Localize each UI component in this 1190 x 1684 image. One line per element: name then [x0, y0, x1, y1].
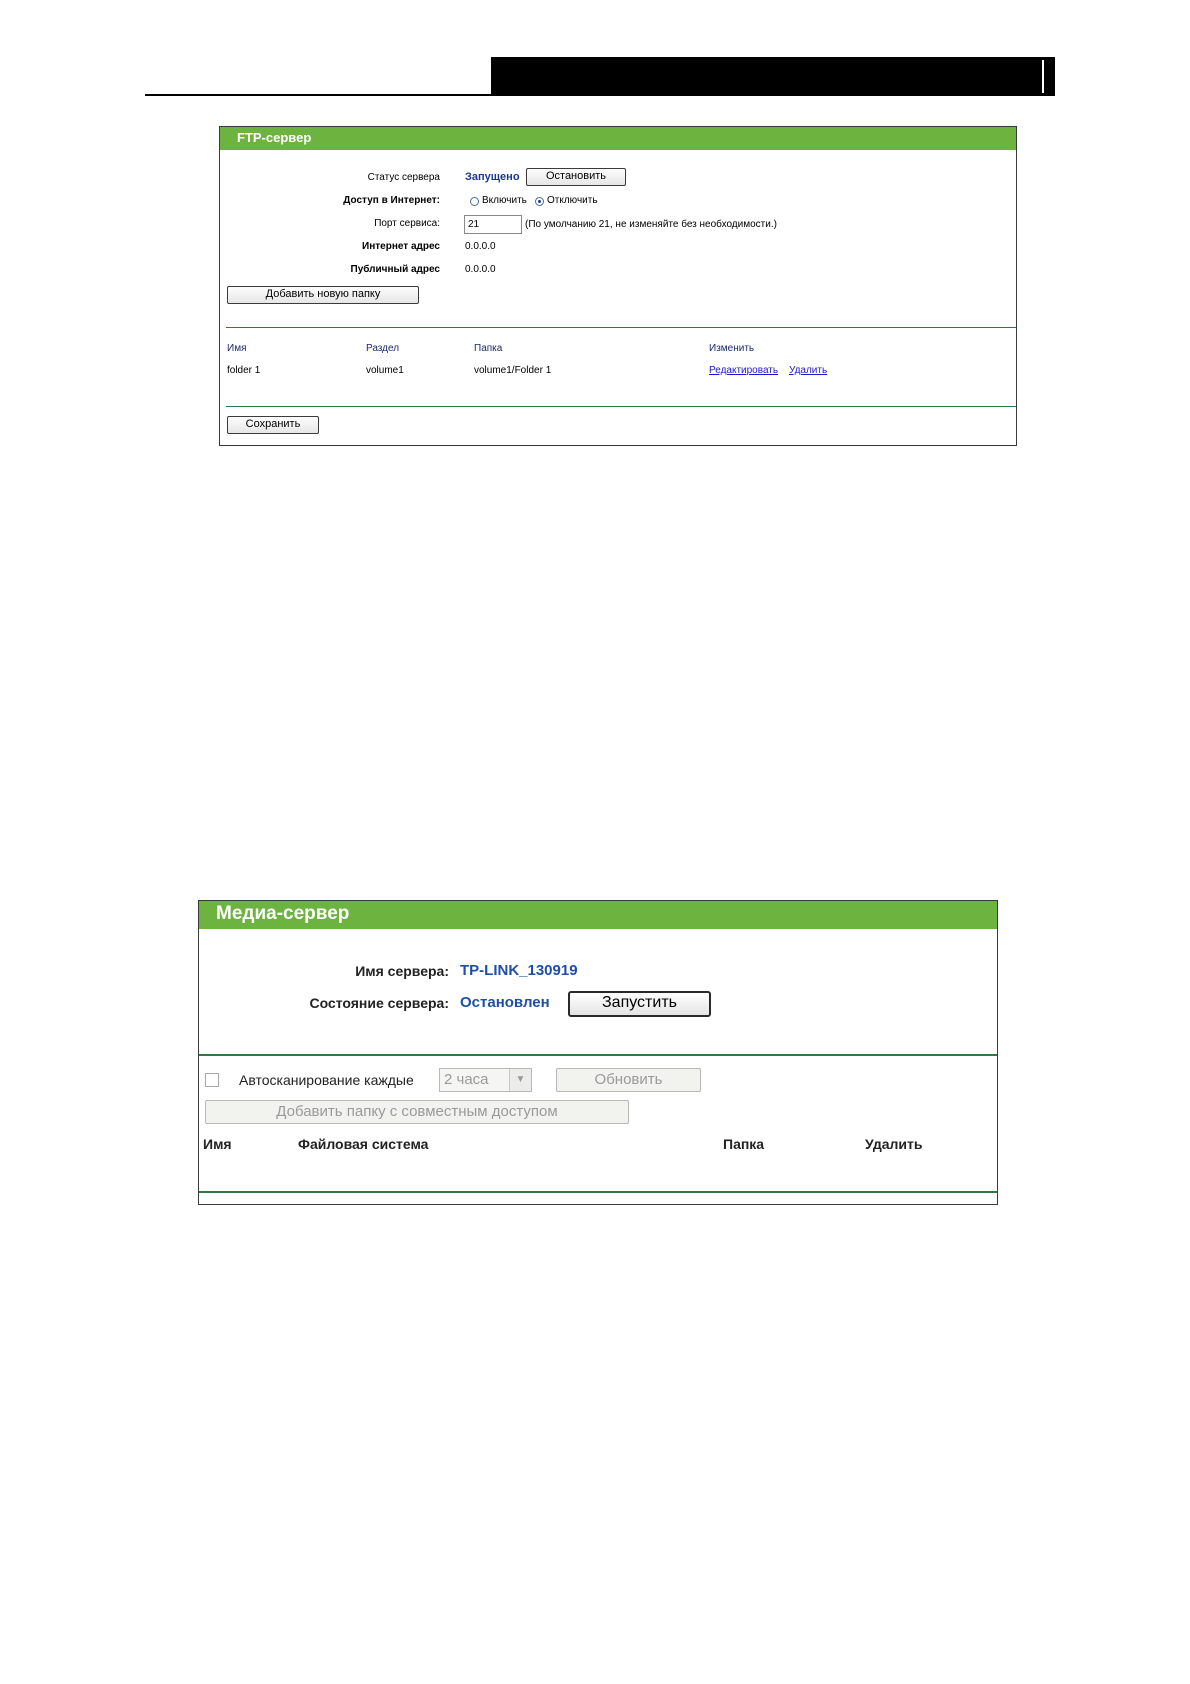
table-header-folder: Папка [474, 343, 503, 354]
media-table-header-delete: Удалить [865, 1136, 923, 1152]
service-port-input[interactable] [464, 215, 522, 234]
start-server-button[interactable]: Запустить [568, 991, 711, 1017]
ftp-divider-bottom [226, 406, 1016, 407]
media-divider-bottom [199, 1191, 997, 1193]
server-state-label: Состояние сервера: [309, 995, 449, 1011]
public-address-label: Публичный адрес [350, 264, 440, 275]
table-header-partition: Раздел [366, 343, 400, 354]
internet-address-value: 0.0.0.0 [465, 241, 496, 252]
edit-folder-link[interactable]: Редактировать [709, 365, 779, 376]
add-shared-folder-button[interactable]: Добавить папку с совместным доступом [205, 1100, 629, 1124]
server-status-value: Запущено [465, 171, 520, 183]
table-row-partition: volume1 [366, 365, 404, 376]
media-table-header-folder: Папка [723, 1136, 765, 1152]
service-port-label: Порт сервиса: [374, 218, 440, 229]
ftp-titlebar [220, 127, 1016, 150]
stop-server-button[interactable]: Остановить [526, 168, 626, 186]
ftp-panel-title: FTP-сервер [237, 130, 312, 145]
server-name-value: TP-LINK_130919 [460, 962, 578, 979]
delete-folder-link[interactable]: Удалить [789, 365, 828, 376]
server-name-label: Имя сервера: [355, 963, 449, 979]
table-row-folder: volume1/Folder 1 [474, 365, 552, 376]
media-server-panel [198, 900, 998, 1205]
table-header-name: Имя [227, 343, 247, 354]
autoscan-interval-select[interactable] [439, 1068, 532, 1092]
server-state-value: Остановлен [460, 994, 550, 1011]
internet-access-enable-radio[interactable] [470, 197, 479, 206]
refresh-button[interactable]: Обновить [556, 1068, 701, 1092]
media-panel-title: Медиа-сервер [216, 903, 350, 924]
chevron-down-icon: ▼ [509, 1069, 531, 1091]
internet-access-disable-label: Отключить [547, 195, 598, 206]
save-button[interactable]: Сохранить [227, 416, 319, 434]
media-table-header-name: Имя [203, 1136, 232, 1152]
server-status-label: Статус сервера [367, 172, 440, 183]
internet-access-disable-radio[interactable] [535, 197, 544, 206]
internet-address-label: Интернет адрес [362, 241, 440, 252]
page-header-tick [1042, 60, 1044, 93]
add-folder-button[interactable]: Добавить новую папку [227, 286, 419, 304]
autoscan-label: Автосканирование каждые [239, 1072, 414, 1088]
ftp-divider-top [226, 327, 1016, 328]
internet-access-enable-label: Включить [482, 195, 527, 206]
ftp-server-panel [219, 126, 1017, 446]
public-address-value: 0.0.0.0 [465, 264, 496, 275]
media-divider-top [199, 1054, 997, 1056]
media-titlebar [199, 901, 997, 929]
service-port-hint: (По умолчанию 21, не изменяйте без необходимости.) [525, 219, 777, 230]
autoscan-checkbox[interactable] [205, 1073, 219, 1087]
internet-access-label: Доступ в Интернет: [343, 195, 440, 206]
page-header-bar [491, 57, 1055, 96]
media-table-header-filesystem: Файловая система [298, 1136, 429, 1152]
table-row-name: folder 1 [227, 365, 261, 376]
table-header-edit: Изменить [709, 343, 755, 354]
autoscan-interval-value: 2 часа [444, 1071, 489, 1088]
